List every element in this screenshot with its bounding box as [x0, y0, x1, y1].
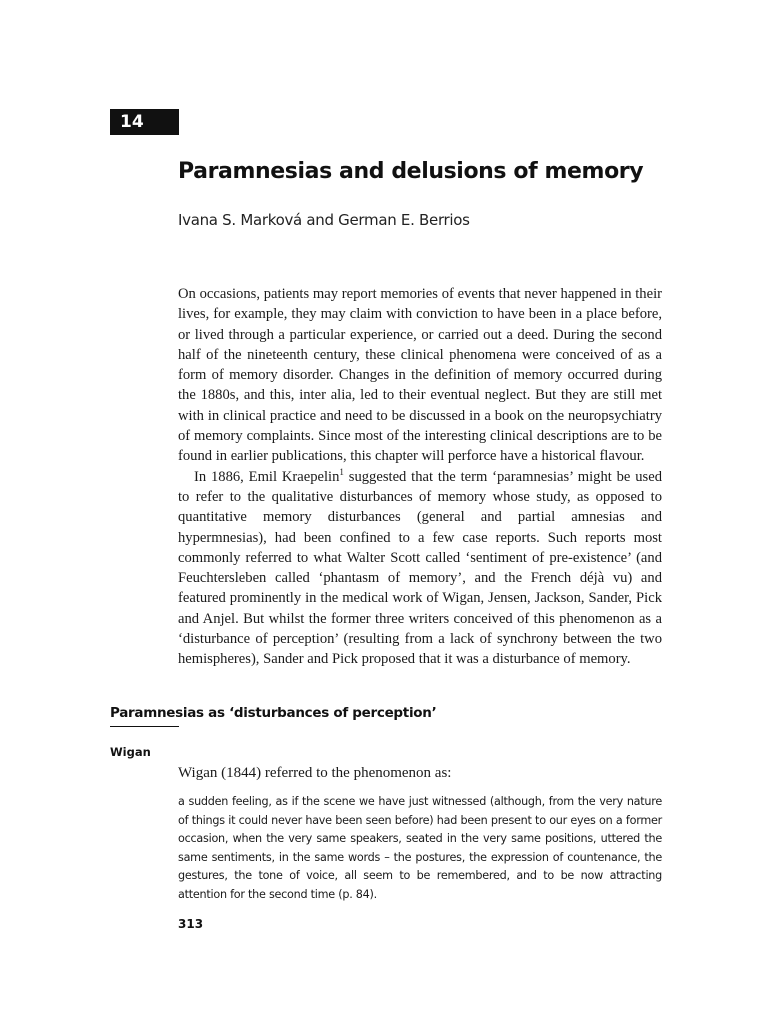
section-heading: Paramnesias as ‘disturbances of perception’	[110, 705, 437, 721]
intro-body	[178, 284, 662, 670]
chapter-authors: Ivana S. Marková and German E. Berrios	[178, 211, 470, 229]
chapter-number: 14	[110, 109, 179, 135]
page-number: 313	[178, 917, 204, 931]
section-rule	[110, 726, 179, 727]
intro-paragraph-2	[178, 467, 662, 670]
intro-paragraph-1: On occasions, patients may report memories of events that never happened in their lives, for example, they may claim with conviction to have been in a place before, or lived through a particular experience, or carried out a deed. During the second half of the nineteenth century, these clinical phenomena were conceived of as a form of memory disorder. Changes in the definition of memory occurred during the 1880s, and this, inter alia, led to their eventual neglect. But they are still met with in clinical practice and need to be discussed in a book on the neuropsychiatry of memory complaints. Since most of the interesting clinical descriptions are to be found in earlier publications, this chapter will perforce have a historical flavour.	[178, 286, 662, 465]
quote-intro: Wigan (1844) referred to the phenomenon as:	[178, 765, 452, 781]
paragraph-2-rest: suggested that the term ‘paramnesias’ might be used to refer to the qualitative disturbances of memory whose study, as opposed to quantitative memory disturbances (general and partial amnesias and hypermnesias), had been confined to a few case reports. Such reports most commonly referred to what Walter Scott called ‘sentiment of pre-existence’ (and Feuchtersleben called ‘phantasm of memory’, and the French déjà vu) and featured prominently in the medical work of Wigan, Jensen, Jackson, Sander, Pick and Anjel. But whilst the former three writers conceived of this phenomenon as a ‘disturbance of perception’ (resulting from a lack of synchrony between the two hemispheres), Sander and Pick proposed that it was a disturbance of memory.	[178, 468, 662, 668]
footnote-reference: 1	[339, 466, 344, 477]
subsection-heading: Wigan	[110, 745, 151, 759]
chapter-title: Paramnesias and delusions of memory	[178, 159, 644, 184]
paragraph-2-lead: In 1886, Emil Kraepelin	[194, 468, 340, 485]
block-quote: a sudden feeling, as if the scene we have just witnessed (although, from the very nature of things it could never have been seen before) had been present to our eyes on a former occasion, when the very same speakers, seated in the very same positions, uttered the same sentiments, in the same words – the postures, the expression of countenance, the gestures, the tone of voice, all seem to be remembered, and to be now attracting attention for the second time (p. 84).	[178, 795, 662, 901]
